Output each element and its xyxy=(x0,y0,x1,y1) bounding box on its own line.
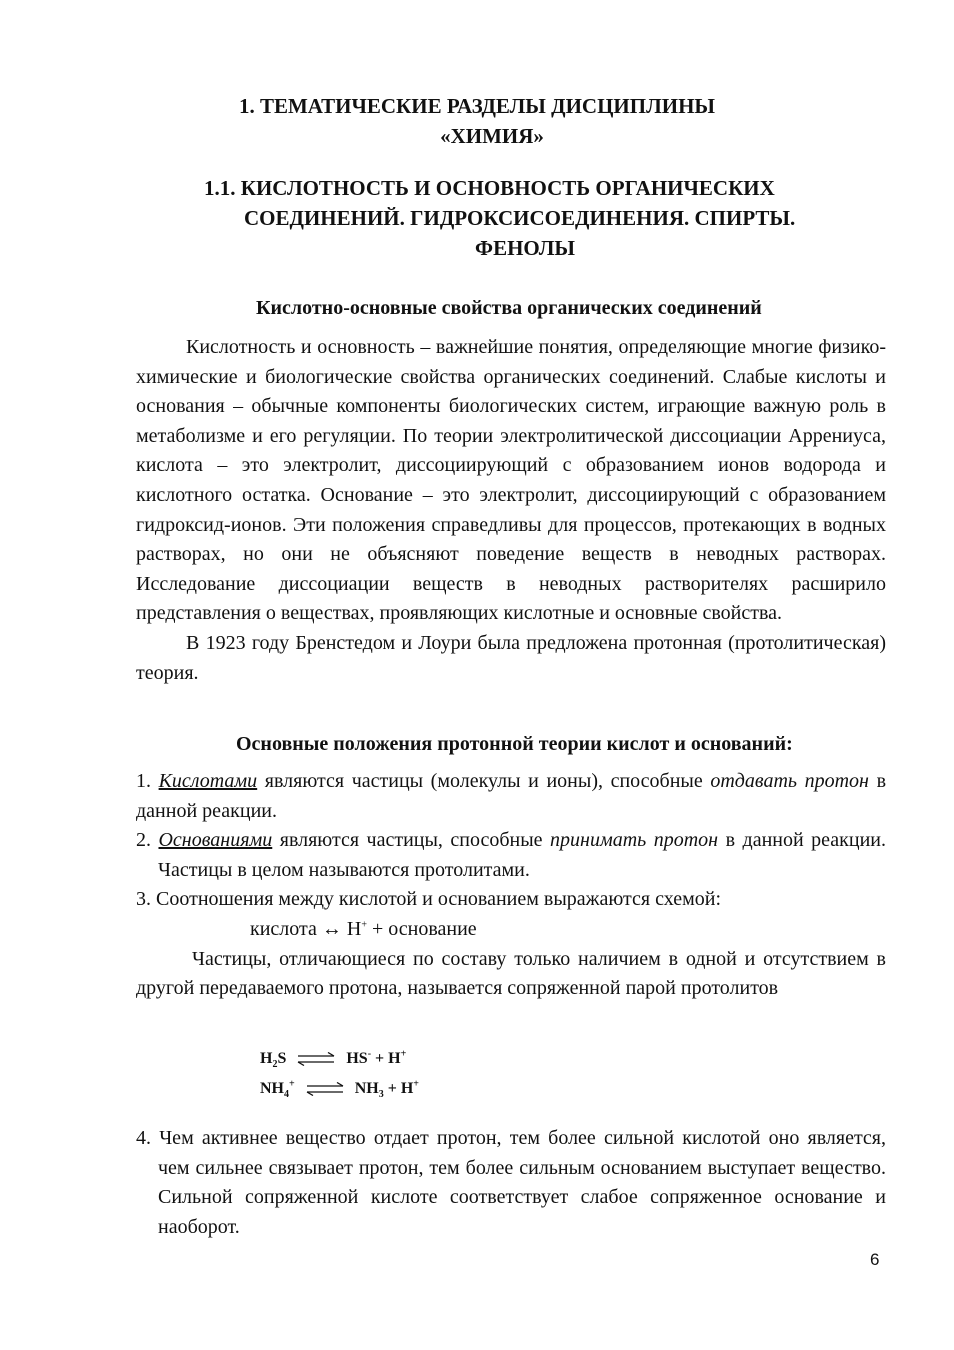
formula-sub: 3 xyxy=(378,1089,384,1101)
subsection-title-acid-base: Кислотно-основные свойства органических соединений xyxy=(256,297,762,319)
formula-text: S xyxy=(277,1050,287,1067)
formula-sup: + xyxy=(400,1048,407,1060)
paragraph-conjugate-pair: Частицы, отличающиеся по составу только наличием в одной и отсутствием в другой передаваемого протона, называется сопряженной парой протолитов xyxy=(136,947,886,1000)
scheme-left: кислота ↔ H xyxy=(250,917,362,940)
emphasis-accept-proton: принимать протон xyxy=(550,829,719,852)
theory-list xyxy=(136,767,886,1004)
formula-sub: 2 xyxy=(272,1059,278,1071)
list-number: 4. xyxy=(136,1127,151,1149)
chapter-heading-line2: «ХИМИЯ» xyxy=(440,124,544,148)
list-number: 3. xyxy=(136,888,151,911)
intro-text xyxy=(136,333,886,688)
emphasis-give-proton: отдавать протон xyxy=(710,770,869,792)
paragraph-bronsted: В 1923 году Бренстедом и Лоури была предложена протонная (протолитическая) теория. xyxy=(136,631,886,684)
acid-base-scheme xyxy=(136,915,886,945)
term-bases: Основаниями xyxy=(158,829,273,852)
conjugate-pair-formulas xyxy=(260,1050,419,1110)
formula-text: HS xyxy=(346,1050,368,1067)
section-heading xyxy=(136,173,886,263)
chapter-heading-line1: 1. ТЕМАТИЧЕСКИЕ РАЗДЕЛЫ ДИСЦИПЛИНЫ xyxy=(238,94,716,118)
formula-text: + H xyxy=(383,1080,414,1097)
list-item-strength xyxy=(136,1124,886,1242)
formula-nh4 xyxy=(260,1080,419,1110)
formula-sup: + xyxy=(289,1078,295,1090)
paragraph-acidity: Кислотность и основность – важнейшие понятия, определяющие многие физико-химические и биологические свойства органических соединений. Слабые кислоты и основания – обычные компоненты биологических систем, играющие важную роль в метаболизме и его регуляции. По теории электролитической диссоциации Аррениуса, кислота – это электролит, диссоциирующий с образованием ионов водорода и кислотного остатка. Основание – это электролит, диссоциирующий с образованием гидроксид-ионов. Эти положения справедливы для процессов, протекающих в водных растворах, но они не объясняют поведение веществ в неводных растворах. Исследование диссоциации веществ в неводных растворителях расширило представления о веществах, проявляющих кислотные и основные свойства. xyxy=(136,336,886,625)
chapter-heading xyxy=(0,91,954,151)
subsection-title-proton-theory: Основные положения протонной теории кислот и оснований: xyxy=(236,733,793,755)
list-number: 1. xyxy=(136,770,151,792)
formula-sup: + xyxy=(413,1078,419,1090)
formula-h2s xyxy=(260,1050,419,1080)
section-heading-line2: СОЕДИНЕНИЙ. ГИДРОКСИСОЕДИНЕНИЯ. СПИРТЫ. xyxy=(244,206,796,230)
item4-block xyxy=(136,1124,886,1242)
list-number: 2. xyxy=(136,829,151,852)
section-heading-line3: ФЕНОЛЫ xyxy=(475,236,575,260)
formula-text: + H xyxy=(371,1050,401,1067)
equilibrium-arrow-icon xyxy=(296,1052,336,1066)
list-text: являются частицы, способные xyxy=(272,829,551,852)
list-text-end: в данной реакции. xyxy=(136,770,887,822)
list-text: Чем активнее вещество отдает протон, тем более сильной кислотой оно является, чем сильнее связывает протон, тем более сильным основанием выступает вещество. Сильной сопряженной кислоте соответствует слабое сопряженное основание и наоборот. xyxy=(158,1127,887,1238)
formula-sup: - xyxy=(367,1048,372,1060)
list-item-relation xyxy=(136,885,886,915)
page-number: 6 xyxy=(870,1250,880,1269)
list-text-end: в данной реакции. Частицы в целом называются протолитами. xyxy=(158,829,886,881)
section-heading-line1: 1.1. КИСЛОТНОСТЬ И ОСНОВНОСТЬ ОРГАНИЧЕСКИХ xyxy=(204,176,775,200)
list-text: являются частицы (молекулы и ионы), способные xyxy=(257,770,711,792)
formula-text: NH xyxy=(260,1080,284,1097)
formula-text: NH xyxy=(354,1080,379,1097)
term-acids: Кислотами xyxy=(158,770,258,792)
scheme-right: + основание xyxy=(366,917,477,940)
equilibrium-arrow-icon xyxy=(305,1082,345,1096)
list-item-bases xyxy=(136,826,886,885)
list-item-acids xyxy=(136,767,886,826)
scheme-sup: + xyxy=(361,919,367,931)
formula-text: H xyxy=(260,1050,273,1067)
formula-sub: 4 xyxy=(284,1089,289,1101)
list-text: Соотношения между кислотой и основанием выражаются схемой: xyxy=(156,888,721,911)
